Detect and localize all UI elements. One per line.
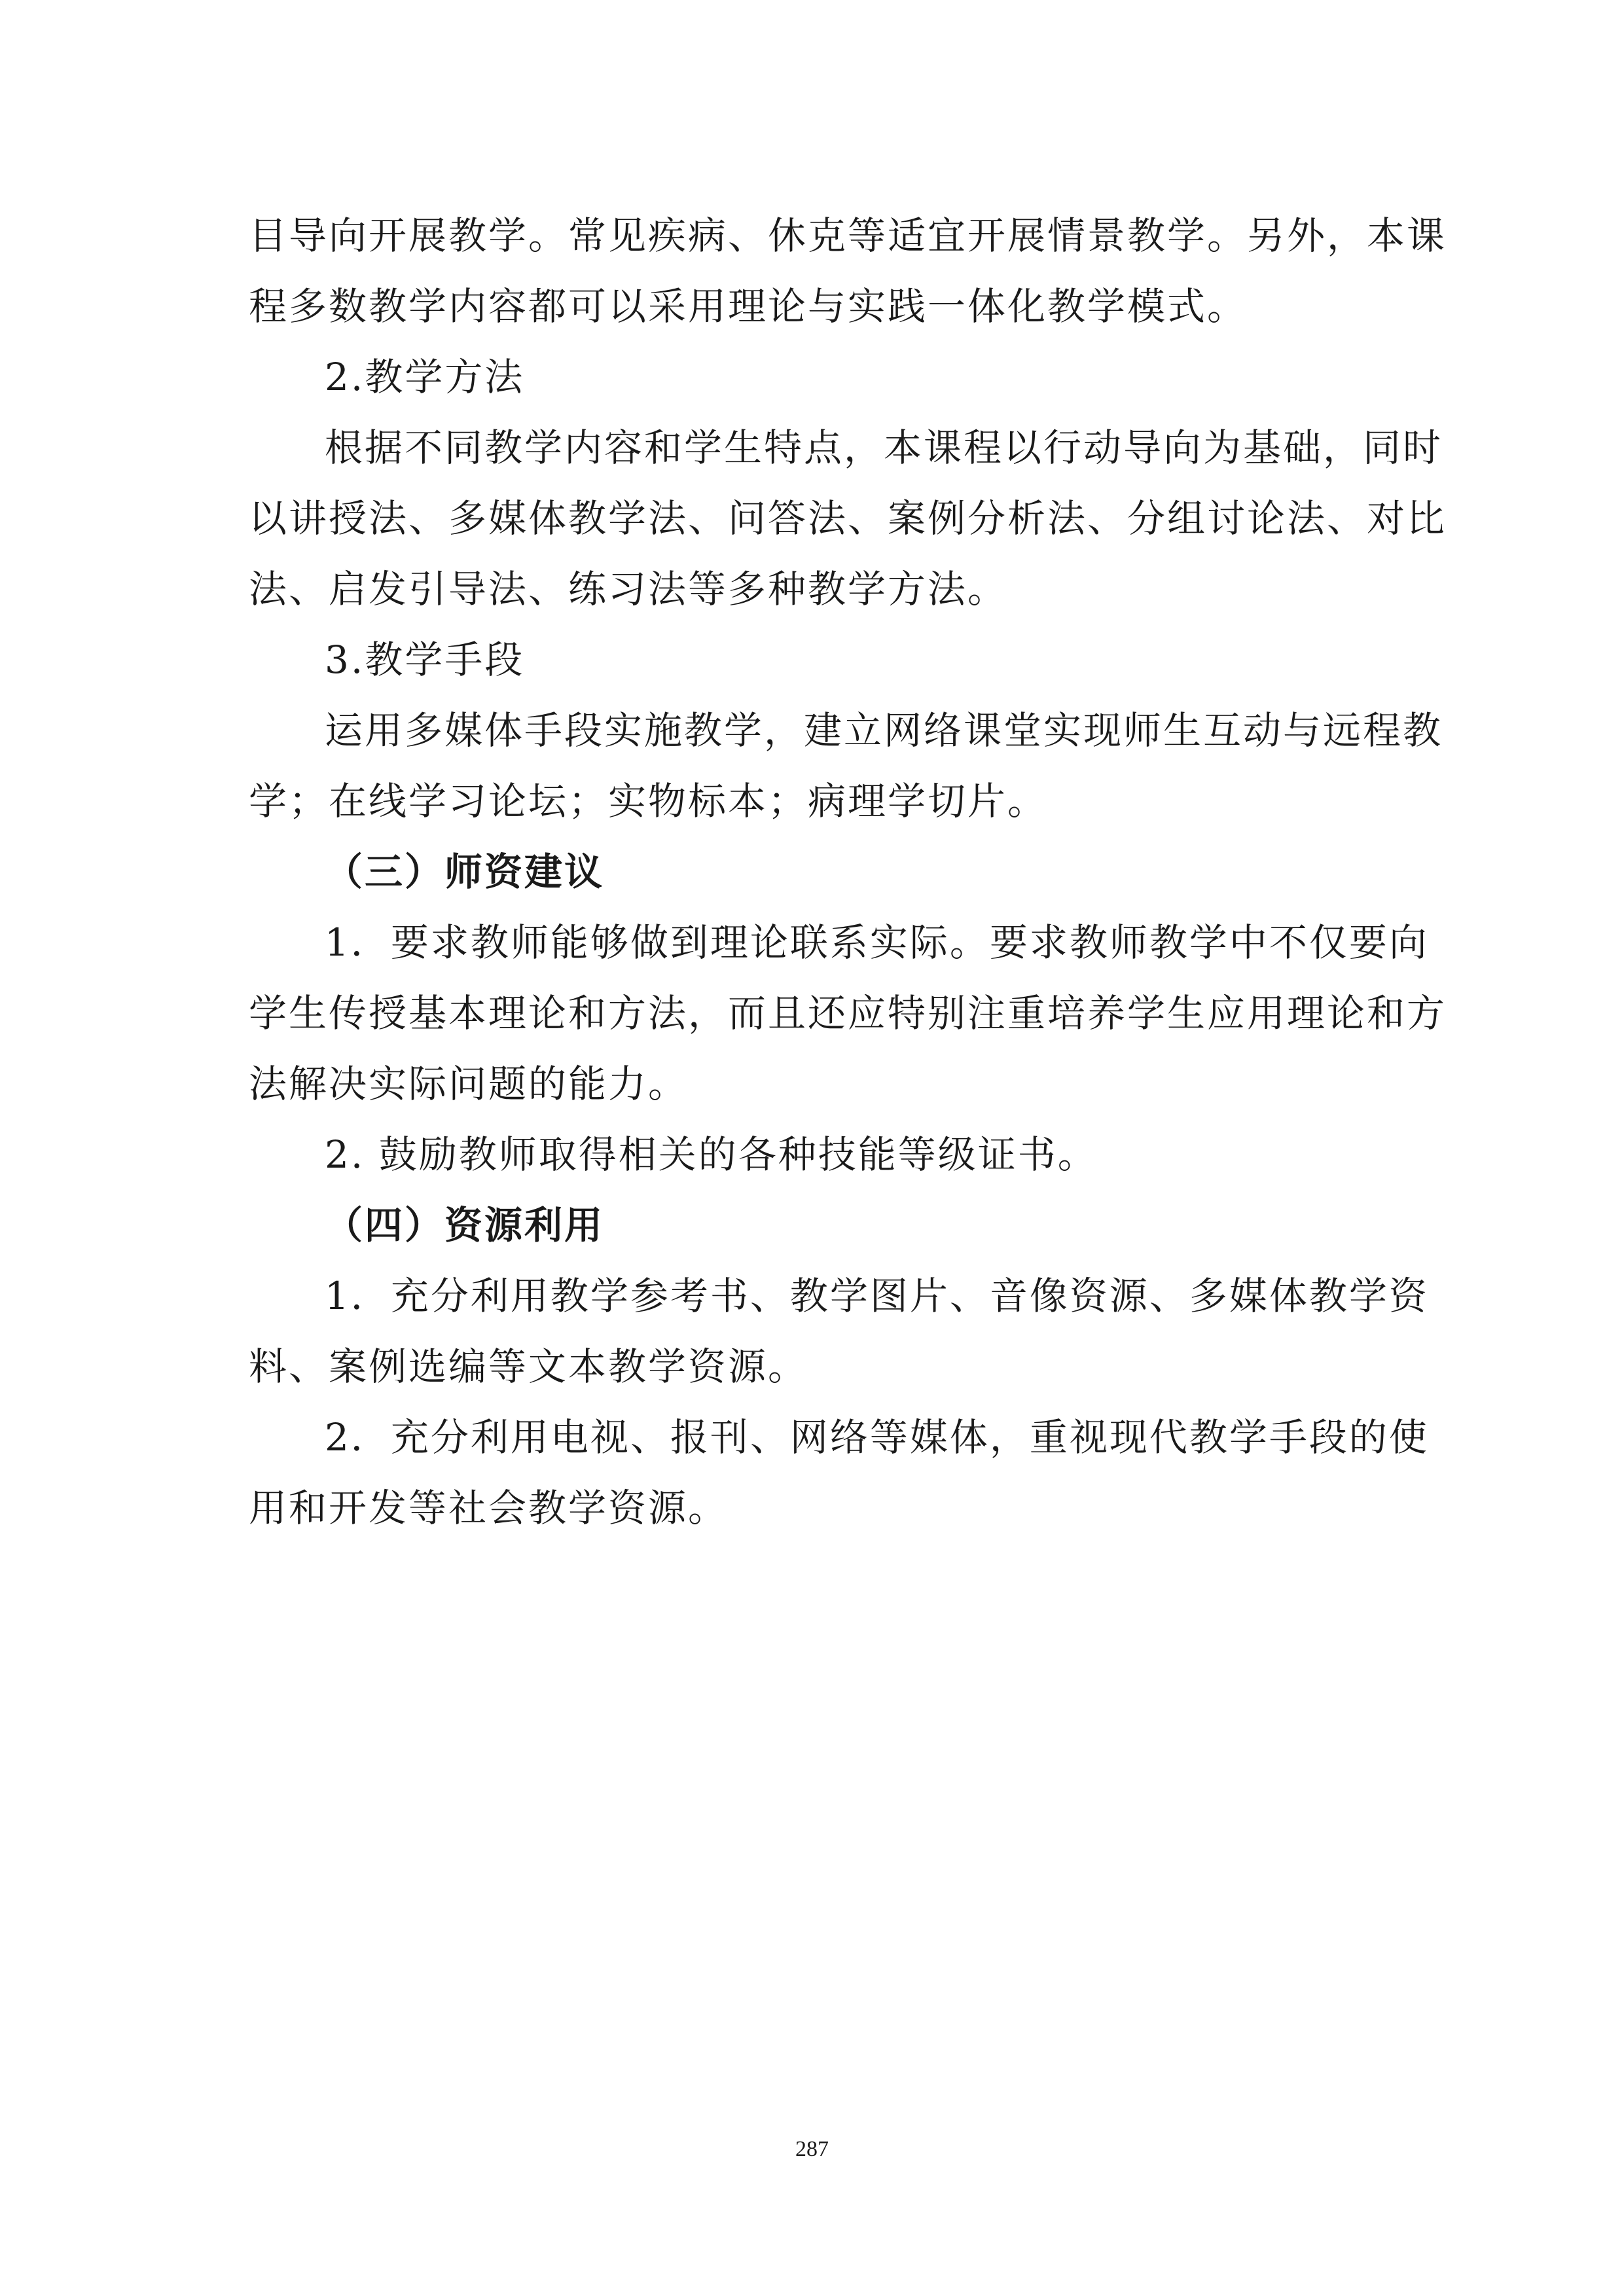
paragraph-line: 1．要求教师能够做到理论联系实际。要求教师教学中不仅要向	[325, 920, 1429, 965]
section-heading-teachers: （三）师资建议	[325, 850, 605, 894]
paragraph-line: 运用多媒体手段实施教学，建立网络课堂实现师生互动与远程教	[325, 708, 1443, 753]
paragraph-line: 2. 鼓励教师取得相关的各种技能等级证书。	[325, 1132, 1098, 1177]
paragraph-line: 学；在线学习论坛；实物标本；病理学切片。	[249, 779, 1048, 823]
paragraph-line: 程多数教学内容都可以采用理论与实践一体化教学模式。	[249, 284, 1248, 329]
paragraph-line: 目导向开展教学。常见疾病、休克等适宜开展情景教学。另外，本课	[249, 213, 1447, 258]
paragraph-line: 2．充分利用电视、报刊、网络等媒体，重视现代教学手段的使	[325, 1415, 1429, 1460]
paragraph-line: 以讲授法、多媒体教学法、问答法、案例分析法、分组讨论法、对比	[249, 496, 1447, 541]
subheading-teaching-means: 3.教学手段	[325, 637, 525, 682]
page-number: 287	[795, 2137, 829, 2161]
paragraph-line: 1．充分利用教学参考书、教学图片、音像资源、多媒体教学资	[325, 1274, 1429, 1318]
paragraph-line: 法、启发引导法、练习法等多种教学方法。	[249, 567, 1008, 611]
paragraph-line: 料、案例选编等文本教学资源。	[249, 1344, 808, 1389]
subheading-teaching-methods: 2.教学方法	[325, 355, 525, 399]
paragraph-line: 用和开发等社会教学资源。	[249, 1486, 729, 1530]
paragraph-line: 根据不同教学内容和学生特点，本课程以行动导向为基础，同时	[325, 425, 1443, 470]
paragraph-line: 法解决实际问题的能力。	[249, 1062, 689, 1106]
section-heading-resources: （四）资源利用	[325, 1203, 605, 1247]
paragraph-line: 学生传授基本理论和方法，而且还应特别注重培养学生应用理论和方	[249, 991, 1447, 1035]
